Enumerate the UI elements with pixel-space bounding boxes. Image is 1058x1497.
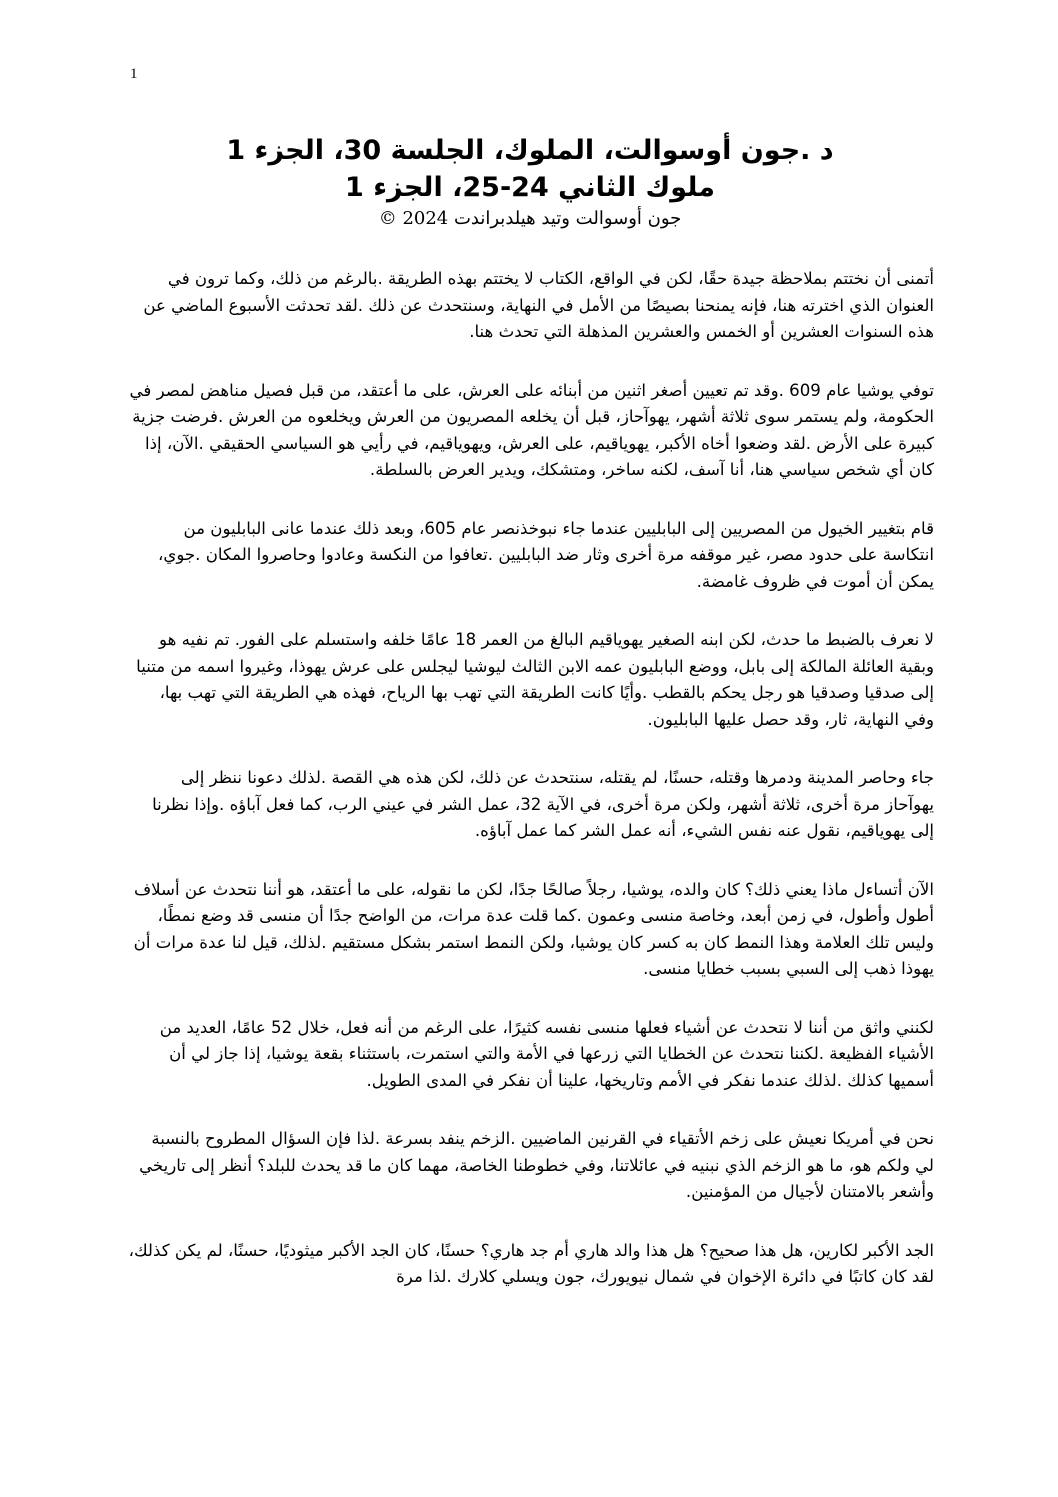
paragraph: أتمنى أن نختتم بملاحظة جيدة حقًا، لكن في الواقع، الكتاب لا يختتم بهذه الطريقة .بالرغم من ذلك، وكما ترون في العنوان الذي اخترته هنا، فإنه يمنحنا بصيصًا من الأمل في النهاية، وسنتحدث عن ذلك .لقد تحدثت الأسبوع الماضي عن هذه السنوات العشرين أو الخمس والعشرين المذهلة التي تحدث هنا. xyxy=(143,269,934,341)
paragraph: الجد الأكبر لكارين، هل هذا صحيح؟ هل هذا والد هاري أم جد هاري؟ حسنًا، كان الجد الأكبر ميثوديًا، حسنًا، لم يكن كذلك، لقد كان كاتبًا في دائرة الإخوان في شمال نيويورك، جون ويسلي كلارك .لذا مرة xyxy=(128,1240,934,1286)
paragraph: جاء وحاصر المدينة ودمرها وقتله، حسنًا، لم يقتله، سنتحدث عن ذلك، لكن هذه هي القصة .لذلك دعونا ننظر إلى يهوآحاز مرة أخرى، ثلاثة أشهر، ولكن مرة أخرى، في الآية 32، عمل الشر في عيني الرب، كما فعل آباؤه .وإذا نظرنا إلى يهوياقيم، نقول عنه نفس الشيء، أنه عمل الشر كما عمل آباؤه. xyxy=(152,768,934,840)
document-title-line-1: د .جون أوسوالت، الملوك، الجلسة 30، الجزء 1 xyxy=(226,135,834,166)
paragraph: الآن أتساءل ماذا يعني ذلك؟ كان والده، يوشيا، رجلاً صالحًا جدًا، لكن ما نقوله، على ما أعتقد، هو أننا نتحدث عن أسلاف أطول وأطول، في زمن أبعد، وخاصة منسى وعمون .كما قلت عدة مرات، من الواضح جدًا أن منسى قد وضع نمطًا، وليس تلك العلامة وهذا النمط كان به كسر كان يوشيا، ولكن النمط استمر بشكل مستقيم .لذلك، قيل لنا عدة مرات أن يهوذا ذهب إلى السبي بسبب خطايا منسى. xyxy=(133,879,934,978)
paragraph: قام بتغيير الخيول من المصريين إلى البابليين عندما جاء نبوخذنصر عام 605، وبعد ذلك عندما عانى البابليون من انتكاسة على حدود مصر، غير موقفه مرة أخرى وثار ضد البابليين .تعافوا من النكسة وعادوا وحاصروا المكان .جوي، يمكن أن أموت في ظروف غامضة. xyxy=(158,518,934,591)
paragraph: لا نعرف بالضبط ما حدث، لكن ابنه الصغير يهوياقيم البالغ من العمر 18 عامًا خلفه واستسلم على الفور. تم نفيه هو وبقية العائلة المالكة إلى بابل، ووضع البابليون عمه الابن الثالث ليوشيا ليجلس على عرش يهوذا، وغيروا اسمه من متنيا إلى صدقيا وصدقيا هو رجل يحكم بالقطب .وأيًا كانت الطريقة التي تهب بها الرياح، فهذه هي الطريقة التي تهب بها، وفي النهاية، ثار، وقد حصل عليها البابليون. xyxy=(136,630,934,729)
document-header xyxy=(130,132,930,232)
document-title-line-2: ملوك الثاني 24-25، الجزء 1 xyxy=(345,172,715,203)
paragraph: نحن في أمريكا نعيش على زخم الأتقياء في القرنين الماضيين .الزخم ينفد بسرعة .لذا فإن السؤال المطروح بالنسبة لي ولكم هو، ما هو الزخم الذي نبنيه في عائلاتنا، وفي خطوطنا الخاصة، مهما كان ما قد يحدث للبلد؟ أنظر إلى تاريخي وأشعر بالامتنان لأجيال من المؤمنين. xyxy=(139,1129,934,1201)
copyright-line: جون أوسوالت وتيد هيلدبراندت 2024 © xyxy=(378,208,682,229)
page-number: 1 xyxy=(130,66,138,82)
paragraph: توفي يوشيا عام 609 .وقد تم تعيين أصغر اثنين من أبنائه على العرش، على ما أعتقد، من قبل فصيل مناهض لمصر في الحكومة، ولم يستمر سوى ثلاثة أشهر، يهوآحاز، قبل أن يخلعه المصريون من العرش ويخلعوه من العرش .فرضت جزية كبيرة على الأرض .لقد وضعوا أخاه الأكبر، يهوياقيم، على العرش، ويهوياقيم، في رأيي هو السياسي الحقيقي .الآن، إذا كان أي شخص سياسي هنا، أنا آسف، لكنه ساخر، ومتشكك، ويدير العرض بالسلطة. xyxy=(129,380,934,479)
paragraph: لكنني واثق من أننا لا نتحدث عن أشياء فعلها منسى نفسه كثيرًا، على الرغم من أنه فعل، خلال 52 عامًا، العديد من الأشياء الفظيعة .لكننا نتحدث عن الخطايا التي زرعها في الأمة والتي استمرت، باستثناء بقعة يوشيا، إذا جاز لي أن أسميها كذلك .لذلك عندما نفكر في الأمم وتاريخها، علينا أن نفكر في المدى الطويل. xyxy=(159,1017,934,1090)
document-body xyxy=(128,266,934,1323)
